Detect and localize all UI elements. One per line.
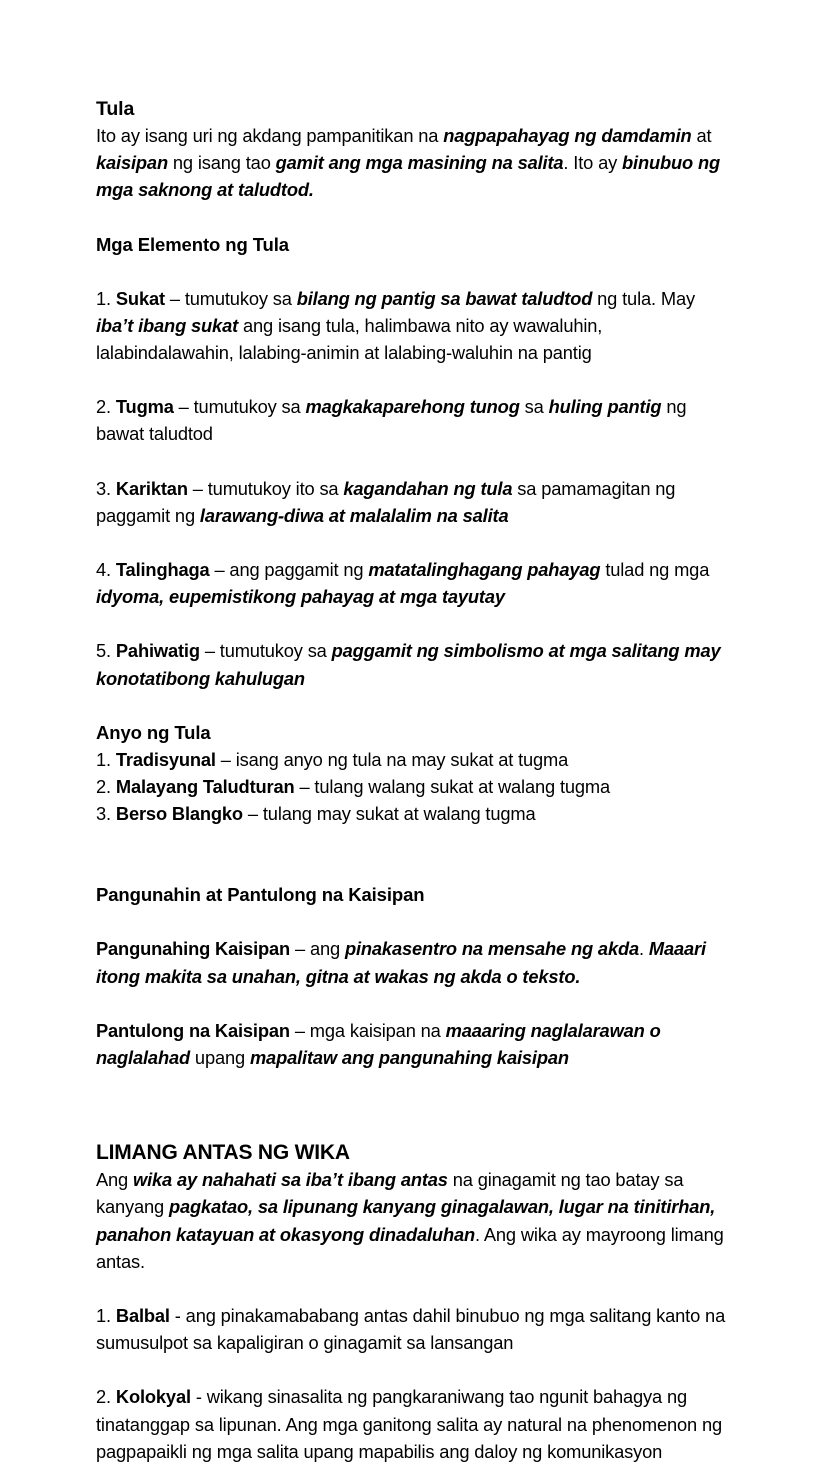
- item-emph-b: Maaari itong makita sa unahan, gitna at wakas ng akda o teksto.: [96, 938, 706, 987]
- spacer: [96, 258, 736, 285]
- item-text: wikang sinasalita ng pangkaraniwang tao ngunit bahagya ng tinatanggap sa lipunan. Ang mga ganitong salita ay natural na phenomenon ng pagpapaikli ng mga salita upang mapabilis ang daloy ng komunikasyon: [96, 1386, 723, 1462]
- item-emph-a: magkakaparehong tunog: [305, 396, 520, 418]
- item-text-b: tulad ng mga: [600, 559, 710, 581]
- item-text-a: ang: [305, 938, 345, 960]
- item-number: 2.: [96, 396, 111, 418]
- antas-intro-emph-2: pagkatao, sa lipunang kanyang ginagalawan, lugar na tinitirhan, panahon katayuan at okasyong dinadaluhan: [96, 1196, 716, 1245]
- tula-intro-emph-4: binubuo ng mga saknong at taludtod.: [96, 152, 721, 201]
- spacer: [96, 1071, 736, 1139]
- tula-intro-emph-1: nagpapahayag ng damdamin: [443, 125, 692, 146]
- item-dash: –: [178, 396, 189, 418]
- tula-intro-text-3: ng isang tao: [167, 152, 276, 174]
- elemento-item-3: [96, 475, 736, 529]
- item-text-a: tumutukoy sa: [179, 287, 297, 309]
- item-emph-b: huling pantig: [548, 396, 662, 418]
- pantulong-na-kaisipan-paragraph: [96, 1017, 736, 1071]
- item-text-b: sa pamamagitan ng paggamit ng: [96, 477, 676, 526]
- spacer: [96, 204, 736, 231]
- item-number: 2.: [96, 1386, 111, 1408]
- antas-intro-emph-1: wika ay nahahati sa iba’t ibang antas: [133, 1169, 448, 1191]
- heading-pangunahin-at-pantulong-na-kaisipan: Pangunahin at Pantulong na Kaisipan: [96, 884, 425, 906]
- heading-mga-elemento-ng-tula: Mga Elemento ng Tula: [96, 233, 289, 255]
- item-number: 1.: [96, 748, 111, 770]
- item-number: 2.: [96, 776, 111, 798]
- spacer: [96, 448, 736, 475]
- item-dash: -: [174, 1305, 181, 1327]
- item-number: 3.: [96, 803, 111, 825]
- spacer: [96, 827, 736, 881]
- anyo-item-1: [96, 746, 736, 773]
- item-number: 4.: [96, 559, 111, 581]
- item-text-c: ang isang tula, halimbawa nito ay wawaluhin, lalabindalawahin, lalabing-animin at lalabing-waluhin na pantig: [96, 314, 603, 364]
- antas-intro-text-3: . Ang wika ay mayroong limang antas.: [96, 1223, 724, 1272]
- tula-intro-text-1: Ito ay isang uri ng akdang pampanitikan na: [96, 125, 444, 146]
- item-term: Kariktan: [115, 477, 188, 499]
- item-emph-b: larawang-diwa at malalalim na salita: [199, 504, 509, 526]
- item-term: Talinghaga: [115, 559, 210, 581]
- spacer: [96, 366, 736, 393]
- item-text: isang anyo ng tula na may sukat at tugma: [230, 748, 569, 770]
- item-text-a: tumutukoy sa: [188, 396, 306, 418]
- item-emph-b: mapalitaw ang pangunahing kaisipan: [249, 1047, 569, 1069]
- tula-intro-text-2: at: [691, 125, 712, 146]
- spacer: [96, 610, 736, 637]
- item-number: 1.: [96, 287, 111, 309]
- antas-intro-text-2: na ginagamit ng tao batay sa kanyang: [96, 1169, 684, 1218]
- anyo-list: [96, 746, 736, 828]
- elemento-item-2: [96, 393, 736, 447]
- tula-intro-emph-2: kaisipan: [96, 152, 168, 174]
- spacer: [96, 1356, 736, 1383]
- item-number: 1.: [96, 1305, 111, 1327]
- tula-intro-text-4: . Ito ay: [563, 152, 623, 174]
- spacer: [96, 529, 736, 556]
- item-text: tulang walang sukat at walang tugma: [309, 776, 610, 798]
- item-dash: –: [247, 803, 258, 825]
- item-dash: –: [214, 559, 225, 581]
- item-text-b: ng tula. May: [592, 287, 695, 309]
- antas-intro-text-1: Ang: [96, 1169, 134, 1191]
- item-text-b: sa: [519, 396, 549, 418]
- item-text-a: tumutukoy ito sa: [202, 477, 344, 499]
- paragraph-tula-intro: [96, 122, 736, 204]
- item-text-a: tumutukoy sa: [214, 640, 332, 662]
- anyo-item-2: [96, 773, 736, 800]
- item-term: Pangunahing Kaisipan: [96, 938, 291, 960]
- heading-anyo-ng-tula: Anyo ng Tula: [96, 721, 211, 743]
- item-term: Tugma: [115, 396, 174, 418]
- pangunahing-kaisipan-paragraph: [96, 935, 736, 989]
- item-dash: –: [192, 477, 203, 499]
- elemento-item-1: [96, 285, 736, 367]
- item-dash: -: [195, 1386, 202, 1408]
- item-term: Kolokyal: [115, 1386, 191, 1408]
- item-term: Sukat: [115, 287, 165, 309]
- item-emph-a: paggamit ng simbolismo at mga salitang may konotatibong kahulugan: [96, 640, 721, 689]
- item-emph-a: bilang ng pantig sa bawat taludtod: [296, 287, 593, 309]
- item-number: 5.: [96, 640, 111, 662]
- item-emph-a: matatalinghagang pahayag: [368, 559, 601, 581]
- item-emph-b: idyoma, eupemistikong pahayag at mga tayutay: [96, 586, 505, 608]
- item-text-a: mga kaisipan na: [304, 1019, 446, 1041]
- item-term: Tradisyunal: [115, 748, 216, 770]
- item-text-a: ang paggamit ng: [224, 559, 369, 581]
- item-term: Pantulong na Kaisipan: [96, 1019, 290, 1041]
- item-dash: –: [220, 748, 231, 770]
- item-number: 3.: [96, 477, 111, 499]
- item-text: tulang may sukat at walang tugma: [257, 803, 536, 825]
- item-dash: –: [299, 776, 310, 798]
- antas-item-2: [96, 1383, 736, 1465]
- item-dash: –: [204, 640, 215, 662]
- item-emph-a: kagandahan ng tula: [343, 477, 513, 499]
- document-body: [96, 96, 736, 1465]
- item-term: Pahiwatig: [115, 640, 200, 662]
- anyo-item-3: [96, 800, 736, 827]
- item-text: ang pinakamababang antas dahil binubuo ng mga salitang kanto na sumusulpot sa kapaligiran o ginagamit sa lansangan: [96, 1305, 726, 1354]
- spacer: [96, 1275, 736, 1302]
- spacer: [96, 692, 736, 719]
- item-term: Berso Blangko: [115, 803, 243, 825]
- heading-limang-antas-ng-wika: LIMANG ANTAS NG WIKA: [96, 1141, 350, 1165]
- tula-intro-emph-3: gamit ang mga masining na salita: [275, 152, 564, 174]
- antas-intro-paragraph: [96, 1166, 736, 1275]
- item-dash: –: [169, 287, 180, 309]
- spacer: [96, 990, 736, 1017]
- spacer: [96, 908, 736, 935]
- item-term: Balbal: [115, 1305, 170, 1327]
- elemento-item-4: [96, 556, 736, 610]
- item-text-b: upang: [190, 1047, 250, 1069]
- item-emph-a: maaaring naglalarawan o naglalahad: [96, 1019, 661, 1069]
- elemento-item-5: [96, 637, 736, 691]
- antas-item-1: [96, 1302, 736, 1356]
- item-dash: –: [295, 938, 306, 960]
- item-term: Malayang Taludturan: [115, 776, 295, 798]
- item-emph-b: iba’t ibang sukat: [96, 314, 239, 336]
- heading-tula: Tula: [96, 98, 135, 120]
- item-emph-a: pinakasentro na mensahe ng akda: [344, 938, 639, 960]
- item-text-c: ng bawat taludtod: [96, 396, 687, 445]
- item-dash: –: [294, 1019, 305, 1041]
- item-text-b: .: [639, 938, 649, 960]
